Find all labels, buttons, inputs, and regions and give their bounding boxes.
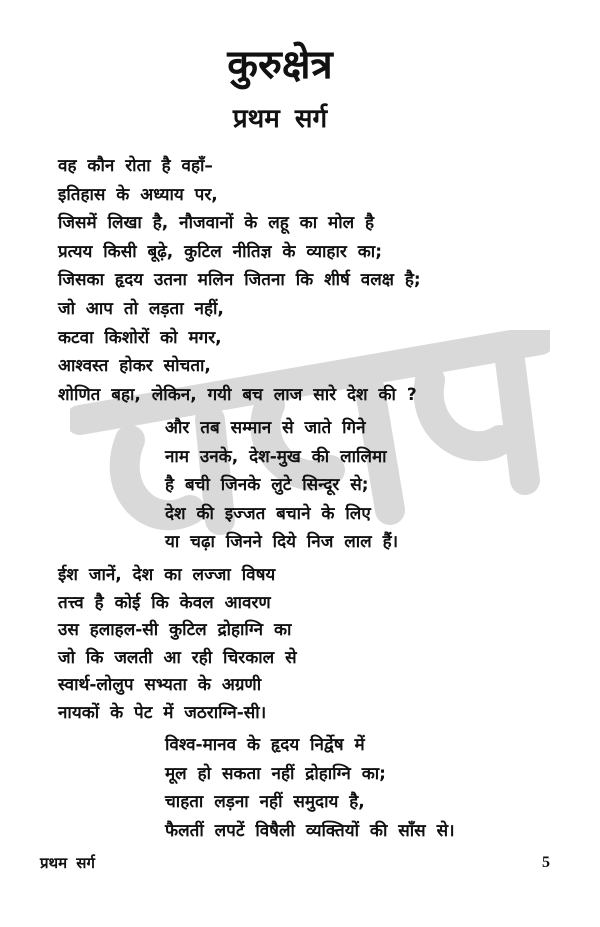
poem-line: देश की इज्जत बचाने के लिए xyxy=(165,503,371,524)
poem-line: विश्व-मानव के हृदय निर्द्वेष में xyxy=(165,735,365,755)
page-number: 5 xyxy=(542,854,550,871)
poem-line: फैलतीं लपटें विषैली व्यक्तियों की साँस से। xyxy=(165,820,455,841)
footer-section-name: प्रथम सर्ग xyxy=(40,854,95,872)
page-title: कुरुक्षेत्र xyxy=(227,42,333,88)
poem-line: है बची जिनके लुटे सिन्दूर से; xyxy=(165,475,369,496)
poem-line: शोणित बहा, लेकिन, गयी बच लाज सारे देश की ? xyxy=(58,384,417,405)
poem-line: मूल हो सकता नहीं द्रोहाग्नि का; xyxy=(165,763,386,784)
poem-line: वह कौन रोता है वहाँ– xyxy=(58,156,213,176)
stanza-1 xyxy=(58,152,421,409)
poem-line: ईश जानें, देश का लज्जा विषय xyxy=(58,565,276,585)
section-subtitle: प्रथम सर्ग xyxy=(232,104,328,134)
poem-line: और तब सम्मान से जाते गिने xyxy=(165,418,366,438)
poem-line: इतिहास के अध्याय पर, xyxy=(58,184,218,205)
poem-line: कटवा किशोरों को मगर, xyxy=(58,327,222,348)
poem-line: स्वार्थ-लोलुप सभ्यता के अग्रणी xyxy=(58,675,262,695)
stanza-3 xyxy=(58,562,297,727)
poem-line: उस हलाहल-सी कुटिल द्रोहाग्नि का xyxy=(58,620,292,640)
stanza-4 xyxy=(165,731,455,845)
poem-line: जो कि जलती आ रही चिरकाल से xyxy=(58,647,297,668)
poem-line: जिसका हृदय उतना मलिन जितना कि शीर्ष वलक्ष है; xyxy=(58,270,421,291)
stanza-2 xyxy=(165,414,398,557)
poem-line: तत्त्व है कोई कि केवल आवरण xyxy=(58,592,271,613)
poem-line: आश्वस्त होकर सोचता, xyxy=(58,356,211,377)
poem-line: चाहता लड़ना नहीं समुदाय है, xyxy=(165,792,365,813)
poem-line: नायकों के पेट में जठराग्नि-सी। xyxy=(58,702,267,723)
poem-line: जो आप तो लड़ता नहीं, xyxy=(58,298,224,319)
poem-line: या चढ़ा जिनने दिये निज लाल हैं। xyxy=(165,532,399,553)
poem-line: प्रत्यय किसी बूढ़े, कुटिल नीतिज्ञ के व्याहार का; xyxy=(58,241,382,262)
poem-line: नाम उनके, देश-मुख की लालिमा xyxy=(165,446,387,467)
poem-line: जिसमें लिखा है, नौजवानों के लहू का मोल है xyxy=(58,213,375,234)
